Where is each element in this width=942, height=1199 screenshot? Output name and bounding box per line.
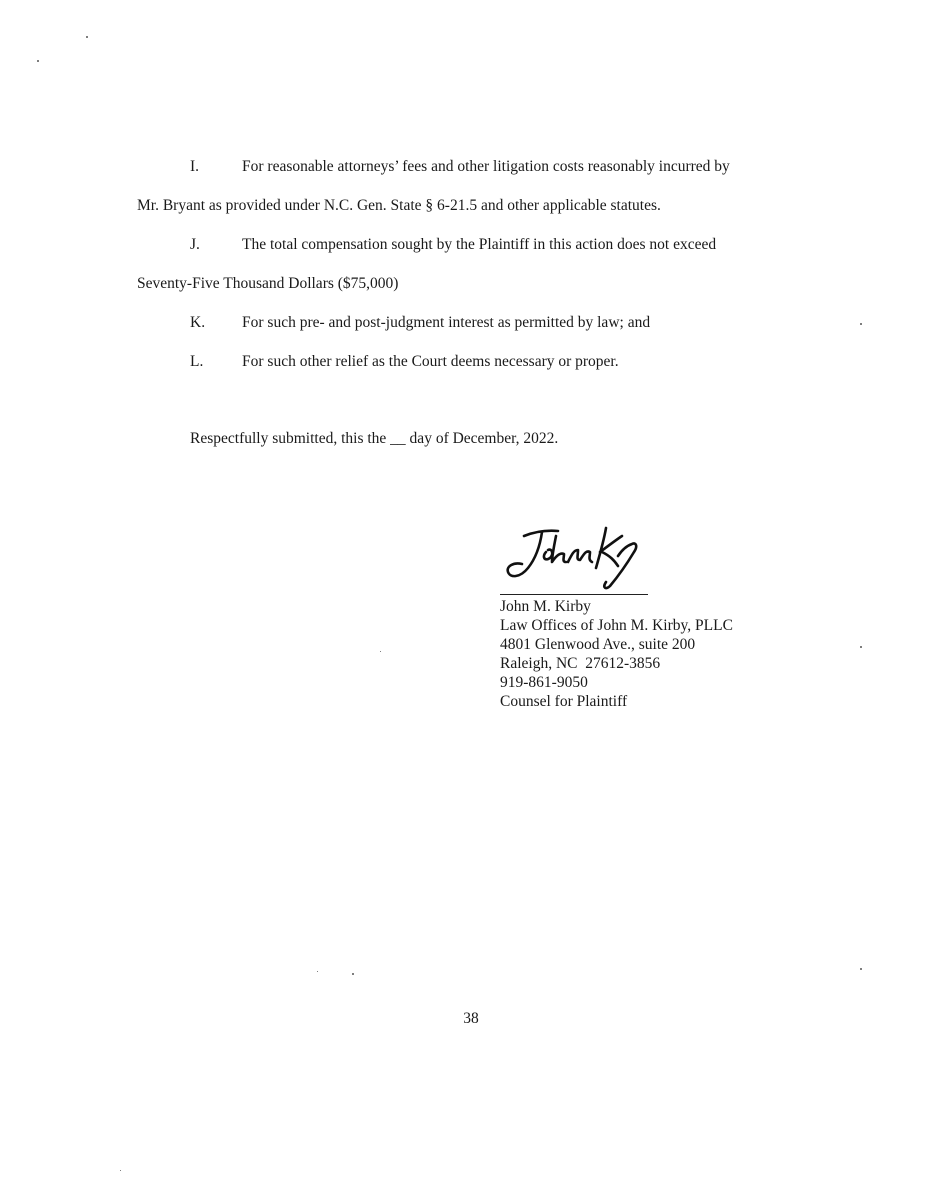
item-j-letter: J. xyxy=(190,236,200,253)
scan-speck xyxy=(860,646,862,648)
item-i-letter: I. xyxy=(190,158,200,175)
scan-speck xyxy=(860,323,862,325)
item-i-text-line2: Mr. Bryant as provided under N.C. Gen. State § 6-21.5 and other applicable statutes. xyxy=(137,197,661,214)
scan-speck xyxy=(860,968,862,970)
item-j-text-line1: The total compensation sought by the Plaintiff in this action does not exceed xyxy=(242,236,717,253)
item-l-letter: L. xyxy=(190,353,204,370)
attorney-name: John M. Kirby xyxy=(500,598,591,615)
scan-speck xyxy=(120,1170,121,1171)
item-k-letter: K. xyxy=(190,314,206,331)
attorney-role: Counsel for Plaintiff xyxy=(500,693,628,710)
scan-speck xyxy=(380,651,381,652)
signature-line xyxy=(500,594,648,595)
item-k-text: For such pre- and post-judgment interest as permitted by law; and xyxy=(242,314,651,331)
closing-statement: Respectfully submitted, this the __ day of December, 2022. xyxy=(190,430,559,447)
handwritten-signature xyxy=(502,522,642,592)
scan-speck xyxy=(37,60,39,62)
page-number: 38 xyxy=(463,1010,479,1027)
scan-speck xyxy=(352,973,354,975)
scan-speck xyxy=(86,36,88,38)
item-j-text-line2: Seventy-Five Thousand Dollars ($75,000) xyxy=(137,275,399,292)
phone-number: 919-861-9050 xyxy=(500,674,588,691)
scan-speck xyxy=(317,971,318,972)
item-l-text: For such other relief as the Court deems necessary or proper. xyxy=(242,353,619,370)
address-line-1: 4801 Glenwood Ave., suite 200 xyxy=(500,636,696,653)
address-line-2: Raleigh, NC 27612-3856 xyxy=(500,655,661,672)
item-i-text-line1: For reasonable attorneys’ fees and other litigation costs reasonably incurred by xyxy=(242,158,730,175)
law-firm-name: Law Offices of John M. Kirby, PLLC xyxy=(500,617,733,634)
